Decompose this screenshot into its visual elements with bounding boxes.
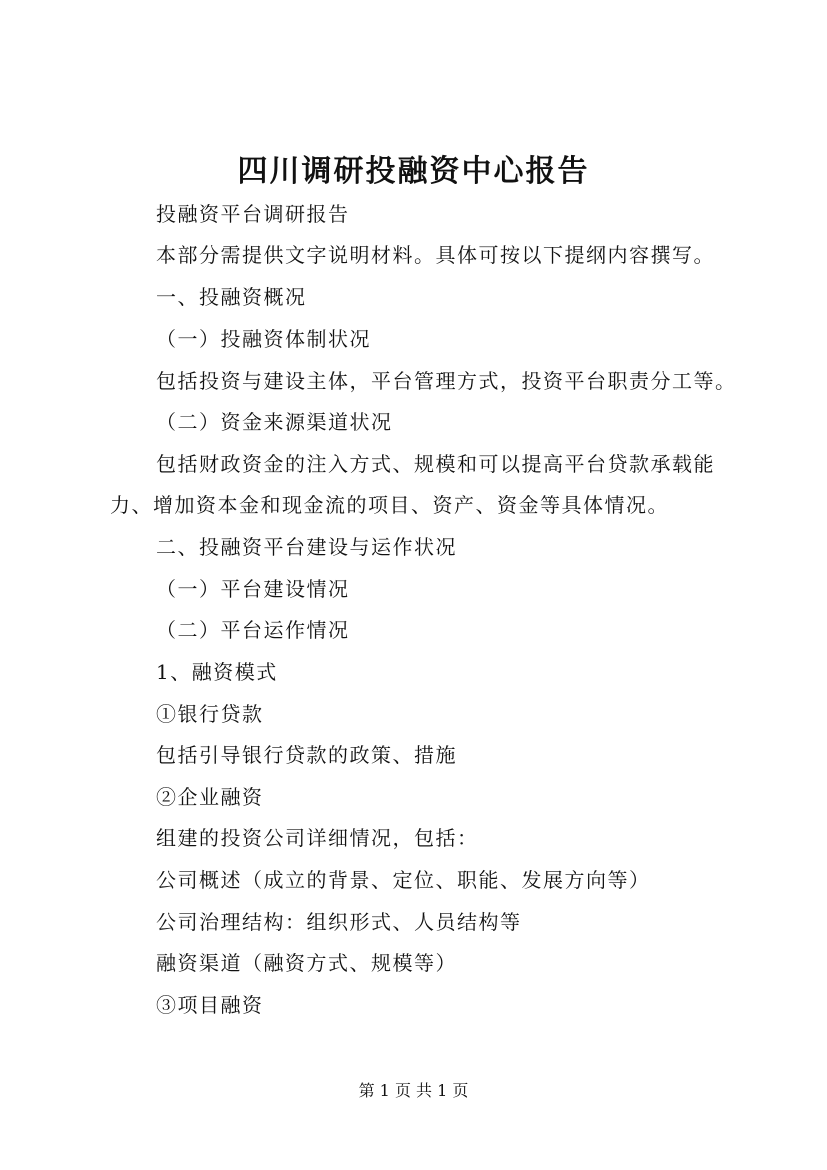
item-heading: 1、融资模式 [156, 660, 278, 684]
subsection-heading: （一）投融资体制状况 [156, 327, 371, 351]
item-heading: ②企业融资 [156, 785, 264, 809]
paragraph: 投融资平台调研报告 [156, 202, 350, 226]
page-footer: 第 1 页 共 1 页 [358, 1081, 469, 1100]
subsection-heading: （二）平台运作情况 [156, 618, 350, 642]
paragraph: 公司治理结构：组织形式、人员结构等 [156, 910, 522, 934]
paragraph: 包括财政资金的注入方式、规模和可以提高平台贷款承载能 [156, 452, 715, 476]
paragraph: 包括投资与建设主体，平台管理方式，投资平台职责分工等。 [156, 369, 737, 393]
paragraph-continuation: 力、增加资本金和现金流的项目、资产、资金等具体情况。 [110, 493, 669, 517]
subsection-heading: （一）平台建设情况 [156, 577, 350, 601]
document-title: 四川调研投融资中心报告 [237, 154, 590, 189]
paragraph: 包括引导银行贷款的政策、措施 [156, 743, 457, 767]
paragraph: 融资渠道（融资方式、规模等） [156, 951, 457, 975]
paragraph: 组建的投资公司详细情况，包括： [156, 826, 479, 850]
item-heading: ①银行贷款 [156, 702, 264, 726]
paragraph: 公司概述（成立的背景、定位、职能、发展方向等） [156, 868, 651, 892]
paragraph: 本部分需提供文字说明材料。具体可按以下提纲内容撰写。 [156, 243, 715, 267]
section-heading: 二、投融资平台建设与运作状况 [156, 535, 457, 559]
item-heading: ③项目融资 [156, 993, 264, 1017]
section-heading: 一、投融资概况 [156, 285, 307, 309]
subsection-heading: （二）资金来源渠道状况 [156, 410, 393, 434]
